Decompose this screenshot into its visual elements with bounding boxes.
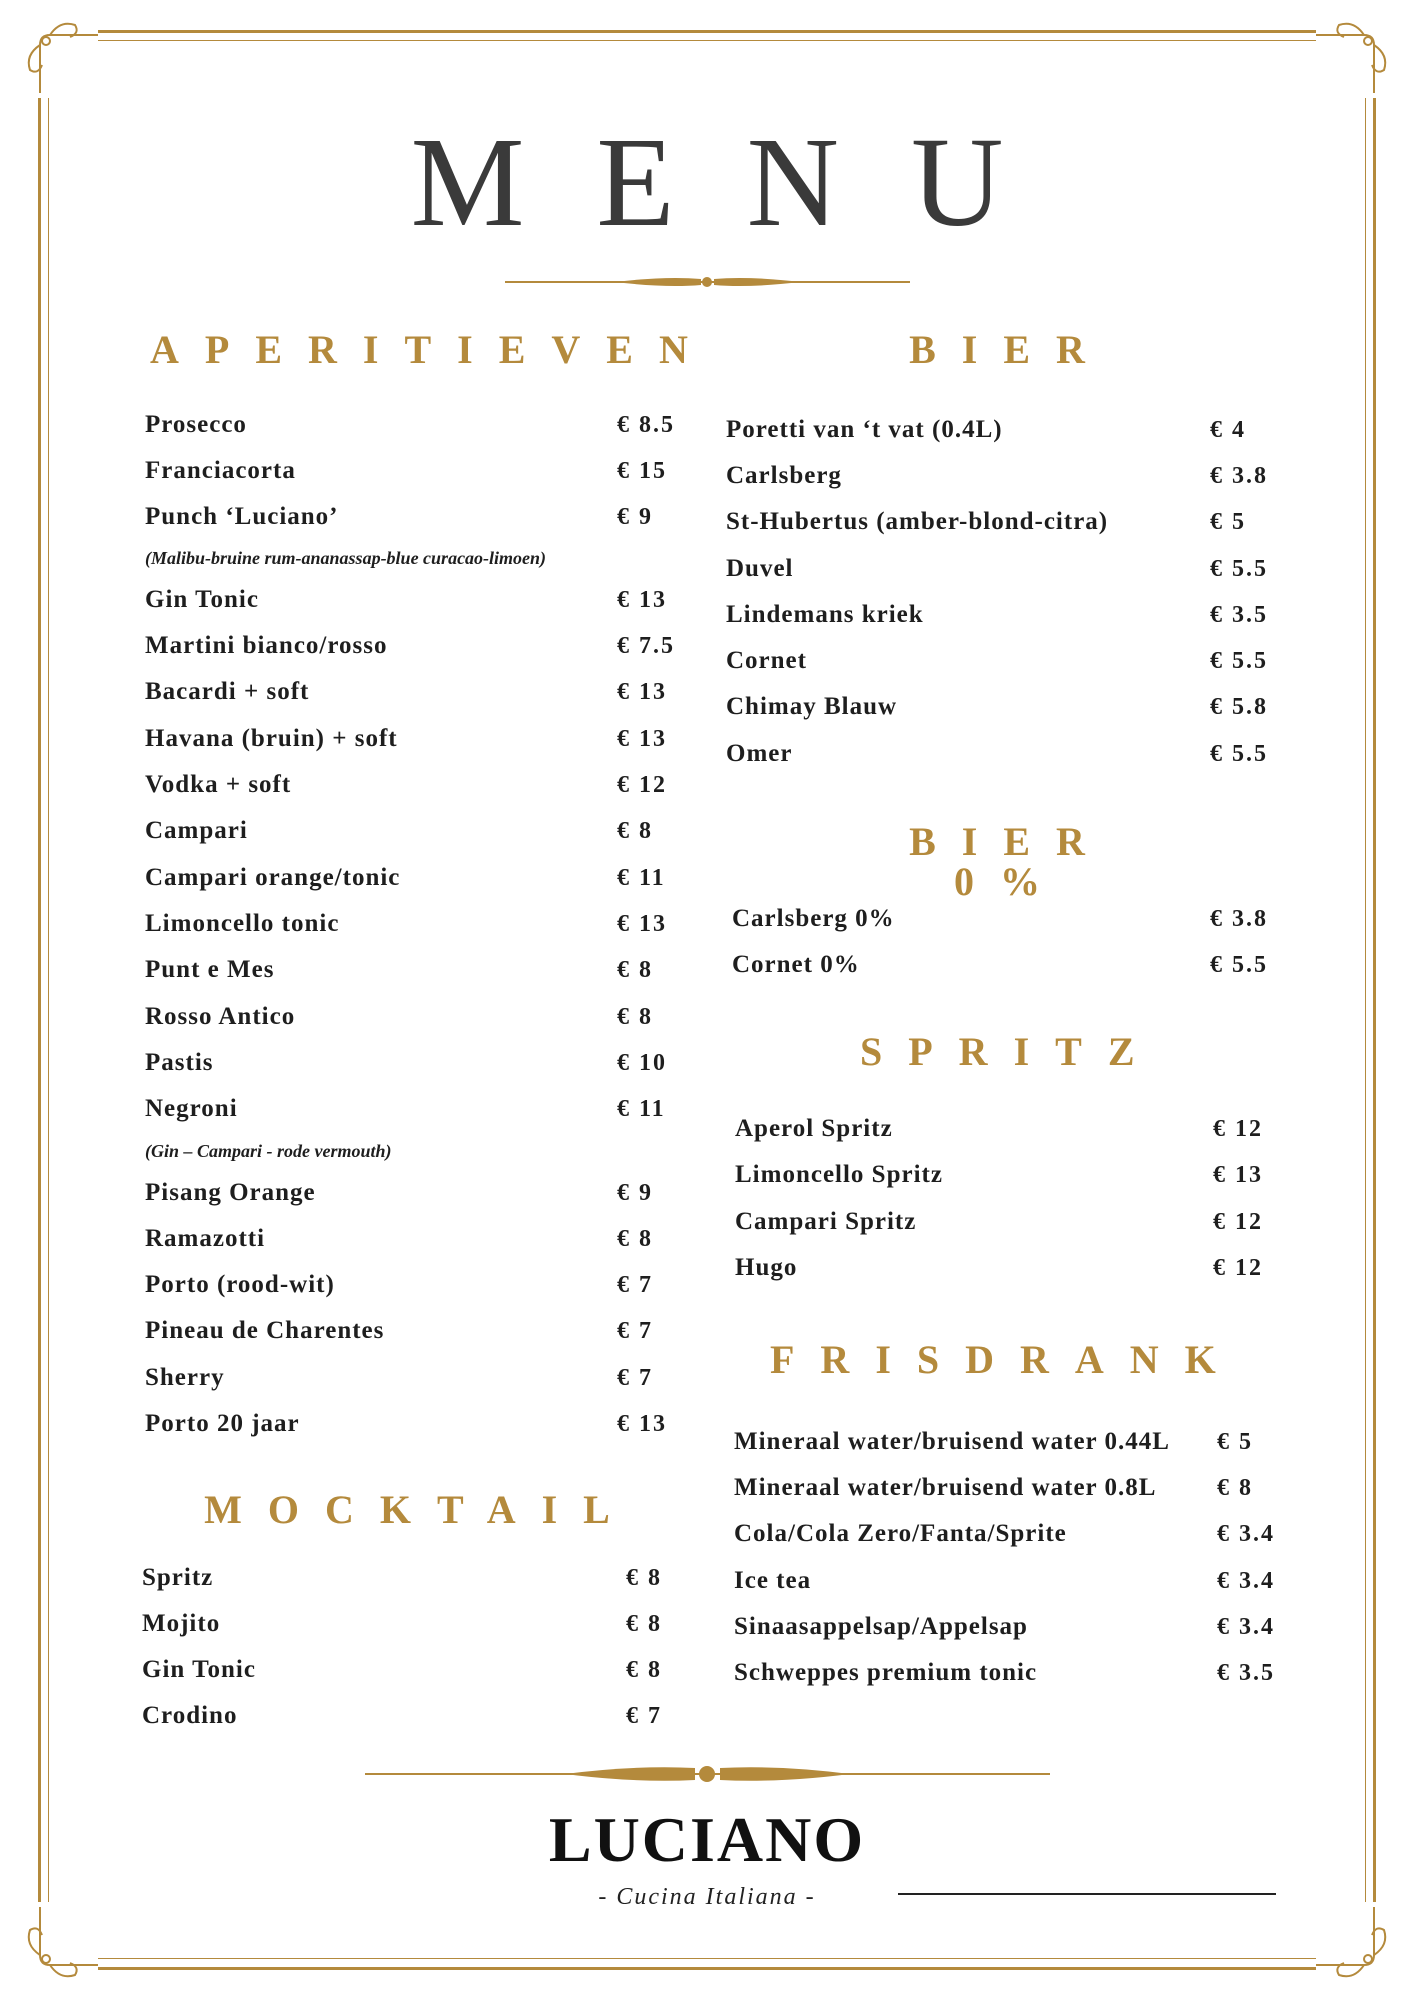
corner-ornament-icon xyxy=(1314,15,1394,95)
menu-item-name: Hugo xyxy=(735,1254,798,1281)
menu-item-price: € 8 xyxy=(617,957,653,983)
menu-item-price: € 3.4 xyxy=(1217,1521,1275,1547)
menu-item-price: € 12 xyxy=(1213,1116,1263,1142)
menu-item-name: Crodino xyxy=(142,1702,238,1729)
frame-bottom-inner xyxy=(98,1958,1316,1959)
menu-item-name: Schweppes premium tonic xyxy=(734,1659,1038,1686)
menu-item-price: € 5.8 xyxy=(1210,694,1268,720)
menu-item-name: Rosso Antico xyxy=(145,1003,296,1030)
menu-item-name: Lindemans kriek xyxy=(726,601,924,628)
menu-item-price: € 5.5 xyxy=(1210,741,1268,767)
menu-item-price: € 12 xyxy=(1213,1255,1263,1281)
menu-item-name: Mineraal water/bruisend water 0.44L xyxy=(734,1428,1170,1455)
menu-item-name: Pisang Orange xyxy=(145,1179,316,1206)
signature-line xyxy=(898,1893,1276,1895)
menu-item-name: Pineau de Charentes xyxy=(145,1317,385,1344)
section-heading-bier-0: BIER 0% xyxy=(909,819,1111,904)
menu-item-price: € 3.5 xyxy=(1210,602,1268,628)
menu-item-name: Porto (rood-wit) xyxy=(145,1271,335,1298)
corner-ornament-icon xyxy=(1314,1905,1394,1985)
menu-item-price: € 8.5 xyxy=(617,412,675,438)
menu-item-price: € 7.5 xyxy=(617,633,675,659)
brand-tagline: - Cucina Italiana - xyxy=(598,1884,816,1910)
menu-item-price: € 13 xyxy=(617,726,667,752)
menu-item-price: € 15 xyxy=(617,458,667,484)
menu-item-note: (Malibu-bruine rum-ananassap-blue curacao-limoen) xyxy=(145,548,547,568)
menu-item-name: Campari orange/tonic xyxy=(145,864,401,891)
menu-item-name: Havana (bruin) + soft xyxy=(145,725,398,752)
frame-bottom-outer xyxy=(98,1967,1316,1970)
menu-item-name: Mojito xyxy=(142,1610,221,1637)
menu-item-name: Campari xyxy=(145,817,248,844)
ornamental-divider-icon xyxy=(505,274,910,290)
menu-item-price: € 8 xyxy=(626,1657,662,1683)
menu-item-price: € 13 xyxy=(617,911,667,937)
menu-item-price: € 12 xyxy=(1213,1209,1263,1235)
menu-item-price: € 8 xyxy=(617,818,653,844)
menu-item-name: Prosecco xyxy=(145,411,247,438)
menu-item-name: Ice tea xyxy=(734,1567,812,1594)
menu-item-price: € 8 xyxy=(1217,1475,1253,1501)
menu-item-name: Limoncello tonic xyxy=(145,910,340,937)
menu-item-price: € 10 xyxy=(617,1050,667,1076)
menu-item-name: Campari Spritz xyxy=(735,1208,917,1235)
page-title: MENU xyxy=(410,111,1076,253)
menu-item-price: € 9 xyxy=(617,1180,653,1206)
menu-item-name: Omer xyxy=(726,740,793,767)
menu-item-name: Mineraal water/bruisend water 0.8L xyxy=(734,1474,1157,1501)
corner-ornament-icon xyxy=(20,1905,100,1985)
menu-item-price: € 8 xyxy=(617,1226,653,1252)
menu-item-price: € 8 xyxy=(617,1004,653,1030)
frame-right-outer xyxy=(1373,98,1376,1902)
menu-item-price: € 11 xyxy=(617,1096,666,1122)
menu-item-name: Vodka + soft xyxy=(145,771,292,798)
menu-item-price: € 3.4 xyxy=(1217,1568,1275,1594)
menu-item-price: € 5 xyxy=(1217,1429,1253,1455)
menu-item-price: € 7 xyxy=(617,1318,653,1344)
menu-item-name: Porto 20 jaar xyxy=(145,1410,300,1437)
menu-item-price: € 12 xyxy=(617,772,667,798)
frame-left-inner xyxy=(48,98,49,1902)
section-heading-mocktail: MOCKTAIL xyxy=(204,1487,636,1532)
menu-item-name: Carlsberg 0% xyxy=(732,905,895,932)
menu-item-price: € 3.5 xyxy=(1217,1660,1275,1686)
menu-item-name: Cornet 0% xyxy=(732,951,860,978)
menu-item-price: € 7 xyxy=(617,1272,653,1298)
menu-item-name: Carlsberg xyxy=(726,462,842,489)
menu-item-price: € 5 xyxy=(1210,509,1246,535)
menu-item-name: Chimay Blauw xyxy=(726,693,898,720)
menu-item-name: Duvel xyxy=(726,555,794,582)
menu-item-price: € 5.5 xyxy=(1210,952,1268,978)
menu-item-name: Martini bianco/rosso xyxy=(145,632,388,659)
section-heading-bier: BIER xyxy=(909,327,1111,372)
frame-top-outer xyxy=(98,30,1316,33)
menu-item-price: € 13 xyxy=(1213,1162,1263,1188)
menu-item-price: € 13 xyxy=(617,587,667,613)
section-heading-spritz: SPRITZ xyxy=(860,1029,1161,1074)
menu-item-name: Poretti van ‘t vat (0.4L) xyxy=(726,416,1003,443)
section-heading-frisdrank: FRISDRANK xyxy=(770,1337,1242,1382)
menu-item-name: Punch ‘Luciano’ xyxy=(145,503,339,530)
menu-item-name: Cornet xyxy=(726,647,807,674)
menu-item-name: Spritz xyxy=(142,1564,214,1591)
menu-item-name: Sherry xyxy=(145,1364,225,1391)
brand-logo: LUCIANO xyxy=(548,1804,866,1875)
menu-item-name: Limoncello Spritz xyxy=(735,1161,943,1188)
menu-item-price: € 13 xyxy=(617,679,667,705)
menu-item-price: € 13 xyxy=(617,1411,667,1437)
menu-item-price: € 11 xyxy=(617,865,666,891)
menu-item-name: Negroni xyxy=(145,1095,238,1122)
menu-item-name: Aperol Spritz xyxy=(735,1115,893,1142)
menu-item-name: St-Hubertus (amber-blond-citra) xyxy=(726,508,1109,535)
menu-item-name: Bacardi + soft xyxy=(145,678,310,705)
menu-item-name: Gin Tonic xyxy=(142,1656,256,1683)
menu-item-price: € 7 xyxy=(626,1703,662,1729)
menu-item-name: Cola/Cola Zero/Fanta/Sprite xyxy=(734,1520,1067,1547)
menu-item-name: Ramazotti xyxy=(145,1225,266,1252)
menu-item-name: Franciacorta xyxy=(145,457,296,484)
menu-item-price: € 8 xyxy=(626,1565,662,1591)
menu-item-price: € 3.8 xyxy=(1210,463,1268,489)
menu-item-note: (Gin – Campari - rode vermouth) xyxy=(145,1141,392,1161)
menu-item-price: € 9 xyxy=(617,504,653,530)
menu-item-price: € 7 xyxy=(617,1365,653,1391)
menu-item-price: € 4 xyxy=(1210,417,1246,443)
menu-item-price: € 8 xyxy=(626,1611,662,1637)
section-heading-aperitieven: APERITIEVEN xyxy=(150,327,714,372)
menu-item-price: € 3.4 xyxy=(1217,1614,1275,1640)
menu-item-price: € 3.8 xyxy=(1210,906,1268,932)
menu-item-name: Punt e Mes xyxy=(145,956,275,983)
menu-item-name: Pastis xyxy=(145,1049,214,1076)
frame-top-inner xyxy=(98,40,1316,41)
corner-ornament-icon xyxy=(20,15,100,95)
frame-left-outer xyxy=(38,98,41,1902)
menu-item-price: € 5.5 xyxy=(1210,648,1268,674)
ornamental-divider-icon xyxy=(365,1762,1050,1786)
frame-right-inner xyxy=(1365,98,1366,1902)
menu-item-price: € 5.5 xyxy=(1210,556,1268,582)
menu-item-name: Sinaasappelsap/Appelsap xyxy=(734,1613,1028,1640)
menu-item-name: Gin Tonic xyxy=(145,586,259,613)
